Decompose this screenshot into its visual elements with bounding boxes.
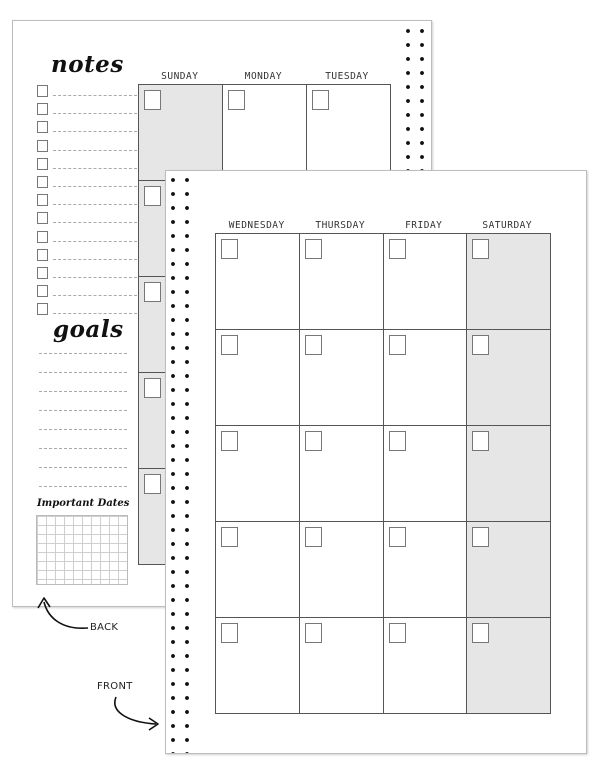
back-label: BACK: [90, 622, 119, 633]
weekday-label: SUNDAY: [161, 71, 199, 82]
weekday-label: TUESDAY: [325, 71, 369, 82]
weekday-label: THURSDAY: [315, 220, 366, 231]
front-label: FRONT: [97, 681, 133, 692]
notes-title: notes: [51, 51, 124, 78]
weekday-label: SATURDAY: [482, 220, 533, 231]
goals-title: goals: [53, 316, 124, 343]
weekday-label: FRIDAY: [405, 220, 443, 231]
weekday-label: MONDAY: [244, 71, 283, 82]
weekday-label: WEDNESDAY: [228, 220, 285, 231]
important-dates-title: Important Dates: [37, 498, 130, 509]
